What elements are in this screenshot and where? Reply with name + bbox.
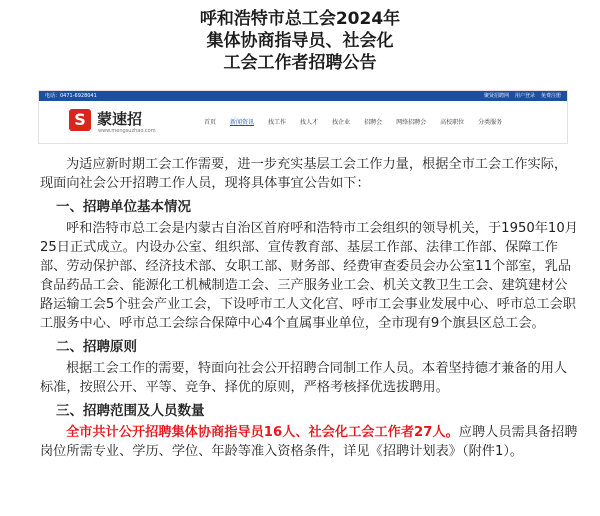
nav-category-service[interactable]: 分类服务 xyxy=(478,119,503,126)
intro-paragraph: 为适应新时期工会工作需要，进一步充实基层工会工作力量，根据全市工会工作实际，现面向社会公开招聘工作人员，现将具体事宜公告如下： xyxy=(40,157,568,191)
nav-find-job[interactable]: 找工作 xyxy=(268,119,287,126)
nav-home[interactable]: 首页 xyxy=(204,119,217,126)
site-logo-url: www.mengsuzhao.com xyxy=(98,128,156,134)
title-line-3: 工会工作者招聘公告 xyxy=(223,53,377,73)
nav-online-fair[interactable]: 网络招聘会 xyxy=(396,119,427,126)
site-phone: 电话：0471-6928041 xyxy=(45,93,97,99)
nav-job-fair[interactable]: 招聘会 xyxy=(364,119,383,126)
site-logo-icon xyxy=(69,109,91,131)
section-2-heading: 二、招聘原则 xyxy=(56,339,137,355)
section-3-heading: 三、招聘范围及人员数量 xyxy=(56,403,205,419)
article-title xyxy=(0,0,600,74)
section-3-text xyxy=(40,423,580,461)
nav-find-company[interactable]: 找企业 xyxy=(332,119,351,126)
top-link-site[interactable]: 聚贤招聘网 xyxy=(483,93,509,99)
logo-glyph: S xyxy=(74,110,86,129)
title-line-2: 集体协商指导员、社会化 xyxy=(206,31,394,51)
site-top-links xyxy=(484,91,561,101)
site-header xyxy=(39,101,567,143)
recruitment-count-highlight: 全市共计公开招聘集体协商指导员16人、社会化工会工作者27人。 xyxy=(66,425,459,440)
section-3-requirements: 应聘人员需具备招聘岗位所需专业、学历、学位、年龄等准入资格条件，详见《招聘计划表》（附件1）。 xyxy=(40,425,578,459)
article-body xyxy=(40,155,580,461)
nav-find-talent[interactable]: 找人才 xyxy=(300,119,319,126)
top-link-register[interactable]: 免费注册 xyxy=(540,93,561,99)
site-logo-text: 蒙速招 xyxy=(97,110,143,128)
site-nav xyxy=(204,117,516,126)
website-screenshot xyxy=(38,90,568,144)
section-2-text: 根据工会工作的需要，特面向社会公开招聘合同制工作人员。本着坚持德才兼备的用人标准，按照公开、平等、竞争、择优的原则，严格考核择优选拔聘用。 xyxy=(40,361,568,395)
site-topbar xyxy=(39,91,567,101)
section-1-text: 呼和浩特市总工会是内蒙古自治区首府呼和浩特市工会组织的领导机关，于1950年10月25日正式成立。内设办公室、组织部、宣传教育部、基层工作部、法律工作部、保障工作部、劳动保护部、经济技术部、女职工部、财务部、经费审查委员会办公室11个部室，乳品食品药品工会、能源化工机械制造工会、三产服务业工会、机关文教卫生工会、建筑建材公路运输工会5个驻会产业工会，下设呼市工人文化宫、呼市工会事业发展中心、呼市总工会职工服务中心、呼市总工会综合保障中心4个直属事业单位，全市现有9个旗县区总工会。 xyxy=(40,221,578,331)
top-link-login[interactable]: 用户登录 xyxy=(514,93,535,99)
title-line-1: 呼和浩特市总工会2024年 xyxy=(199,9,401,29)
nav-campus-jobs[interactable]: 高校职位 xyxy=(440,119,465,126)
nav-news[interactable]: 新闻资讯 xyxy=(230,119,255,126)
section-1-heading: 一、招聘单位基本情况 xyxy=(56,199,191,215)
